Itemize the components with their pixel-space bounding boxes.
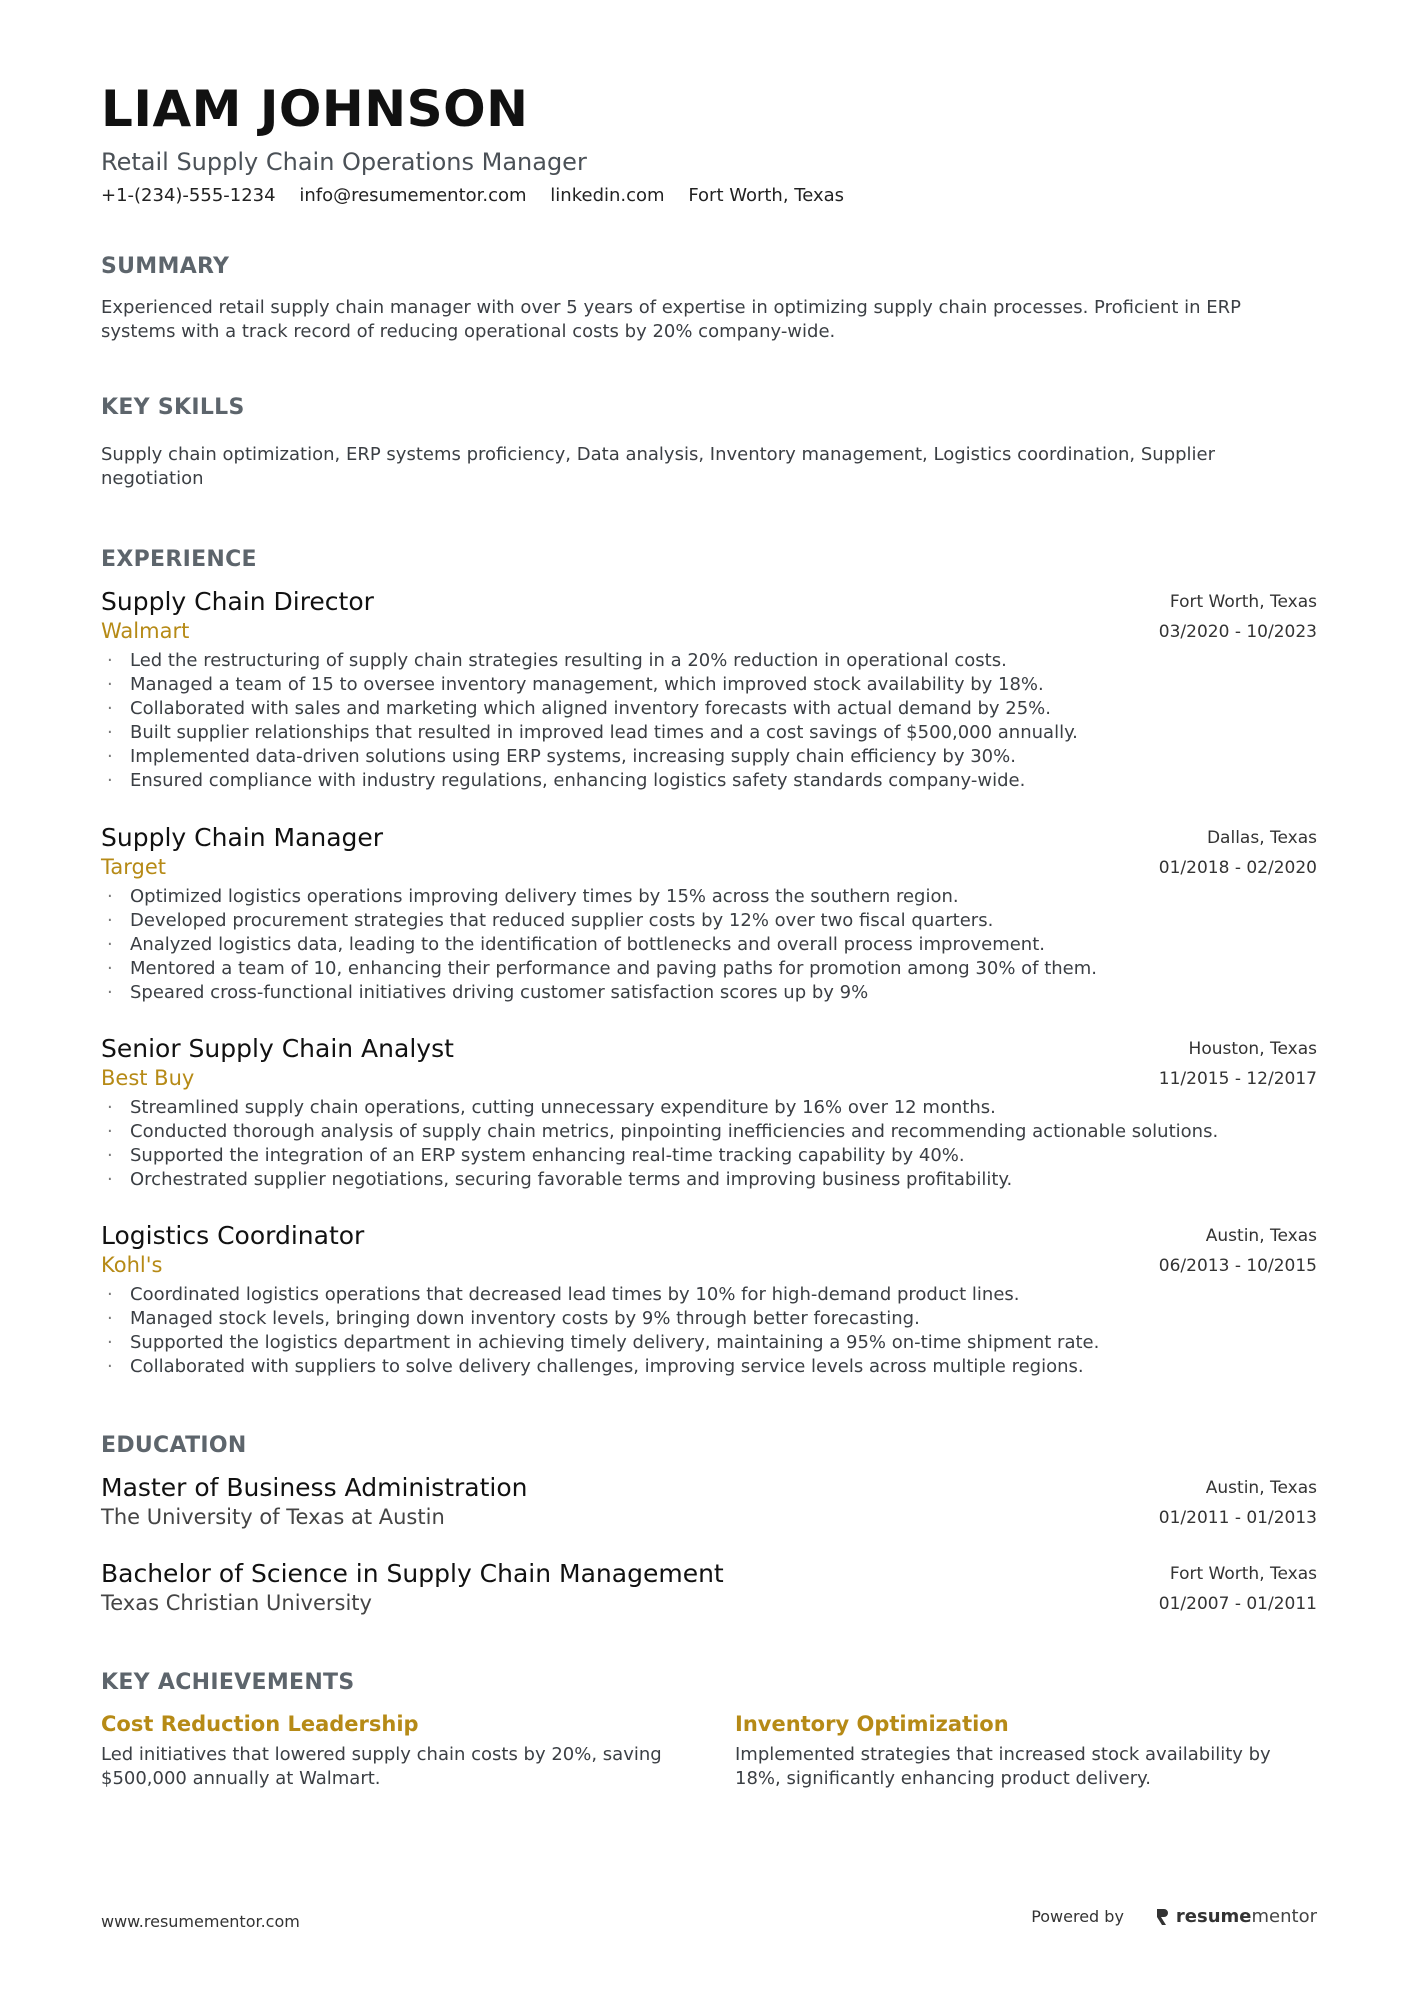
job-bullet: · Analyzed logistics data, leading to the identification of bottlenecks and overall process improvement.: [101, 933, 1317, 957]
experience-entry: [101, 823, 1317, 1005]
summary-heading: SUMMARY: [101, 254, 230, 279]
job-bullets: [101, 649, 1317, 793]
school: Texas Christian University: [101, 1591, 372, 1615]
education-heading: EDUCATION: [101, 1433, 247, 1458]
job-meta: [1159, 587, 1317, 647]
job-dates: 03/2020 - 10/2023: [1158, 622, 1317, 642]
brand-logo-text: [1176, 1906, 1317, 1927]
achievement-text: Led initiatives that lowered supply chain costs by 20%, saving $500,000 annually at Walmart.: [101, 1744, 662, 1789]
job-dates: 11/2015 - 12/2017: [1158, 1069, 1317, 1089]
education-dates: 01/2007 - 01/2011: [1158, 1594, 1317, 1614]
education-meta: [1159, 1559, 1317, 1619]
achievement-item: [101, 1709, 691, 1791]
contact-email: info@resumementor.com: [299, 185, 527, 206]
education-location: Fort Worth, Texas: [1169, 1564, 1317, 1584]
job-company: Target: [101, 855, 166, 879]
resumementor-logo-icon: [1154, 1907, 1170, 1927]
job-title: Senior Supply Chain Analyst: [101, 1034, 454, 1063]
job-bullet: · Supported the logistics department in achieving timely delivery, maintaining a 95% on-time shipment rate.: [101, 1331, 1317, 1355]
job-bullets: [101, 1096, 1317, 1192]
achievement-item: [735, 1709, 1317, 1791]
achievements-heading: KEY ACHIEVEMENTS: [101, 1670, 355, 1695]
job-bullet: · Streamlined supply chain operations, cutting unnecessary expenditure by 16% over 12 months.: [101, 1096, 1317, 1120]
education-meta: [1159, 1473, 1317, 1533]
job-bullet: · Managed stock levels, bringing down inventory costs by 9% through better forecasting.: [101, 1307, 1317, 1331]
brand-light: mentor: [1251, 1906, 1317, 1927]
job-bullet: · Managed a team of 15 to oversee inventory management, which improved stock availability by 18%.: [101, 673, 1317, 697]
job-meta: [1159, 823, 1317, 883]
job-bullet: · Collaborated with suppliers to solve delivery challenges, improving service levels across multiple regions.: [101, 1355, 1317, 1379]
brand-bold: resume: [1175, 1906, 1252, 1927]
education-dates: 01/2011 - 01/2013: [1158, 1508, 1317, 1528]
job-location: Houston, Texas: [1188, 1039, 1317, 1059]
contact-linkedin: linkedin.com: [550, 185, 665, 206]
skills-heading: KEY SKILLS: [101, 395, 245, 420]
job-bullet: · Conducted thorough analysis of supply chain metrics, pinpointing inefficiencies and recommending actionable solutions.: [101, 1120, 1317, 1144]
job-title: Supply Chain Director: [101, 587, 374, 616]
job-bullet: · Collaborated with sales and marketing which aligned inventory forecasts with actual demand by 25%.: [101, 697, 1317, 721]
job-bullet: · Coordinated logistics operations that decreased lead times by 10% for high-demand product lines.: [101, 1283, 1317, 1307]
job-bullet: · Led the restructuring of supply chain strategies resulting in a 20% reduction in operational costs.: [101, 649, 1317, 673]
job-dates: 01/2018 - 02/2020: [1158, 858, 1317, 878]
job-bullet: · Implemented data-driven solutions using ERP systems, increasing supply chain efficiency by 30%.: [101, 745, 1317, 769]
job-title: Supply Chain Manager: [101, 823, 384, 852]
school: The University of Texas at Austin: [101, 1505, 445, 1529]
contact-info: [101, 185, 862, 206]
job-bullet: · Built supplier relationships that resulted in improved lead times and a cost savings of $500,000 annually.: [101, 721, 1317, 745]
candidate-name: LIAM JOHNSON: [101, 80, 529, 138]
job-company: Walmart: [101, 619, 190, 643]
achievement-text: Implemented strategies that increased stock availability by 18%, significantly enhancing product delivery.: [735, 1744, 1271, 1789]
experience-entry: [101, 1221, 1317, 1379]
footer-website[interactable]: www.resumementor.com: [101, 1912, 300, 1931]
achievement-title: Inventory Optimization: [735, 1712, 1009, 1736]
footer-branding: [1031, 1906, 1317, 1927]
job-meta: [1159, 1221, 1317, 1281]
summary-text: Experienced retail supply chain manager with over 5 years of expertise in optimizing supply chain processes. Proficient in ERP systems with a track record of reducing operational costs by 20% company-wide.: [101, 297, 1241, 342]
job-bullet: · Speared cross-functional initiatives driving customer satisfaction scores up by 9%: [101, 981, 1317, 1005]
degree: Master of Business Administration: [101, 1473, 528, 1502]
achievement-title: Cost Reduction Leadership: [101, 1712, 419, 1736]
job-bullet: · Mentored a team of 10, enhancing their performance and paving paths for promotion among 30% of them.: [101, 957, 1317, 981]
powered-by-label: Powered by: [1031, 1907, 1124, 1926]
experience-entry: [101, 1034, 1317, 1192]
experience-heading: EXPERIENCE: [101, 547, 257, 572]
education-entry: [101, 1473, 1317, 1531]
job-bullets: [101, 885, 1317, 1005]
job-bullet: · Ensured compliance with industry regulations, enhancing logistics safety standards company-wide.: [101, 769, 1317, 793]
candidate-headline: Retail Supply Chain Operations Manager: [101, 148, 587, 176]
job-company: Kohl's: [101, 1253, 163, 1277]
contact-phone: +1-(234)-555-1234: [101, 185, 276, 206]
job-company: Best Buy: [101, 1066, 195, 1090]
experience-entry: [101, 587, 1317, 793]
education-entry: [101, 1559, 1317, 1617]
job-bullet: · Orchestrated supplier negotiations, securing favorable terms and improving business profitability.: [101, 1168, 1317, 1192]
job-bullet: · Optimized logistics operations improving delivery times by 15% across the southern region.: [101, 885, 1317, 909]
degree: Bachelor of Science in Supply Chain Management: [101, 1559, 724, 1588]
job-bullet: · Developed procurement strategies that reduced supplier costs by 12% over two fiscal quarters.: [101, 909, 1317, 933]
education-location: Austin, Texas: [1205, 1478, 1317, 1498]
job-title: Logistics Coordinator: [101, 1221, 365, 1250]
job-location: Austin, Texas: [1205, 1226, 1317, 1246]
skills-text: Supply chain optimization, ERP systems proficiency, Data analysis, Inventory management, Logistics coordination, Supplier negotiation: [101, 444, 1216, 489]
contact-location: Fort Worth, Texas: [688, 185, 845, 206]
job-bullet: · Supported the integration of an ERP system enhancing real-time tracking capability by 40%.: [101, 1144, 1317, 1168]
job-dates: 06/2013 - 10/2015: [1158, 1256, 1317, 1276]
job-location: Dallas, Texas: [1206, 828, 1317, 848]
job-location: Fort Worth, Texas: [1169, 592, 1317, 612]
job-meta: [1159, 1034, 1317, 1094]
job-bullets: [101, 1283, 1317, 1379]
